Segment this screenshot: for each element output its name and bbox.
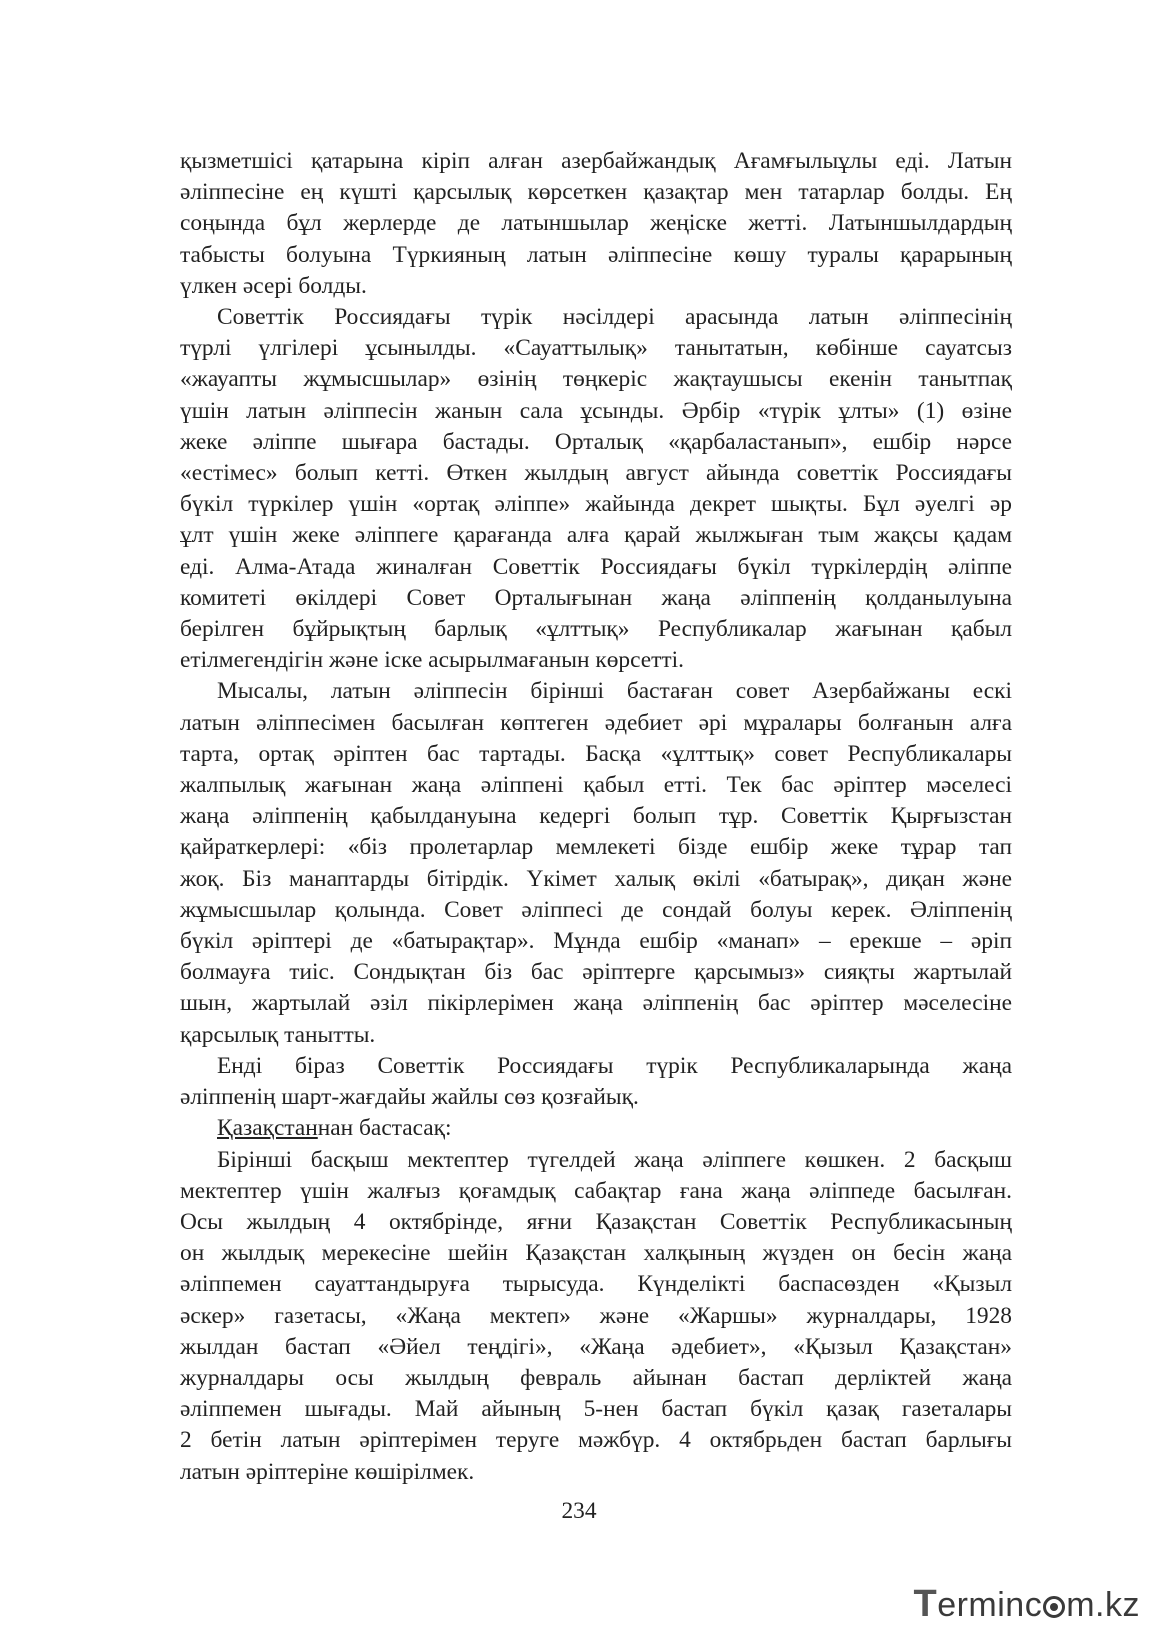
- text-line: үшін латын әліппесін жанын сала ұсынды. Әрбір «түрік ұлты» (1) өзіне: [180, 397, 1012, 424]
- watermark-t: T: [913, 1583, 938, 1625]
- text-line: Енді біраз Советтік Россиядағы түрік Республикаларында жаңа: [217, 1052, 1012, 1079]
- text-line: Осы жылдың 4 октябрінде, яғни Қазақстан Советтік Республикасының: [180, 1208, 1012, 1235]
- text-line: жұмысшылар қолында. Совет әліппесі де сондай болуы керек. Әліппенің: [180, 896, 1012, 923]
- text-line: комитеті өкілдері Совет Орталығынан жаңа әліппенің қолданылуына: [180, 584, 1012, 611]
- text-line: жоқ. Біз манаптарды бітірдік. Үкімет халық өкілі «батырақ», диқан және: [180, 865, 1012, 892]
- text-line: әскер» газетасы, «Жаңа мектеп» және «Жаршы» журналдары, 1928: [180, 1302, 1012, 1329]
- text-line: үлкен әсері болды.: [180, 272, 367, 299]
- text-line: он жылдық мерекесіне шейін Қазақстан халқының жүзден он бесін жаңа: [180, 1240, 1012, 1267]
- text-line: латын әліппесімен басылған көптеген әдебиет әрі мұралары болғанын алға: [180, 709, 1012, 736]
- text-line: Мысалы, латын әліппесін бірінші бастаған совет Азербайжаны ескі: [217, 678, 1012, 705]
- text-line: бүкіл түркілер үшін «ортақ әліппе» жайында декрет шықты. Бұл әуелгі әр: [180, 491, 1012, 518]
- page-number: 234: [561, 1498, 597, 1524]
- text-line: әліппемен шығады. Май айының 5-нен бастап бүкіл қазақ газеталары: [180, 1396, 1012, 1423]
- text-line: қарсылық танытты.: [180, 1021, 376, 1048]
- text-line: соңында бұл жерлерде де латыншылар жеңіске жетті. Латыншылдардың: [180, 210, 1012, 237]
- text-line: мектептер үшін жалғыз қоғамдық сабақтар ғана жаңа әліппеде басылған.: [180, 1177, 1012, 1204]
- text-line: еді. Алма-Атада жиналған Советтік Россиядағы бүкіл түркілердің әліппе: [180, 553, 1012, 580]
- text-line: шын, жартылай әзіл пікірлерімен жаңа әліппенің бас әріптер мәселесіне: [180, 990, 1012, 1017]
- text-line: жаңа әліппенің қабылдануына кедергі болып тұр. Советтік Қырғызстан: [180, 803, 1012, 830]
- paragraph-1: [180, 146, 1012, 302]
- watermark-o-icon: [1043, 1596, 1065, 1618]
- paragraph-6: [180, 1145, 1012, 1488]
- text-line: Бірінші басқыш мектептер түгелдей жаңа әліппеге көшкен. 2 басқыш: [217, 1146, 1012, 1173]
- text-line: әліппемен сауаттандыруға тырысуда. Күнделікті баспасөзден «Қызыл: [180, 1271, 1012, 1298]
- text-line: тарта, ортақ әріптен бас тартады. Басқа «ұлттық» совет Республикалары: [180, 740, 1012, 767]
- text-line: «жауапты жұмысшылар» өзінің төңкеріс жақтаушысы екенін танытпақ: [180, 366, 1012, 393]
- text-line: журналдары осы жылдың февраль айынан бастап дерліктей жаңа: [180, 1364, 1012, 1391]
- text-line: әліппесіне ең күшті қарсылық көрсеткен қазақтар мен татарлар болды. Ең: [180, 179, 1012, 206]
- text-line: 2 бетін латын әріптерімен теруге мәжбүр. 4 октябрьден бастап барлығы: [180, 1427, 1012, 1454]
- text-line: табысты болуына Түркияның латын әліппесіне көшу туралы қарарының: [180, 241, 1012, 268]
- paragraph-3: [180, 676, 1012, 1050]
- text-line: қайраткерлері: «біз пролетарлар мемлекеті бізде ешбір жеке тұрар тап: [180, 834, 1012, 861]
- text-line: болмауға тиіс. Сондықтан біз бас әріптерге қарсымыз» сияқты жартылай: [180, 959, 1012, 986]
- paragraph-4: [180, 1051, 1012, 1113]
- text-line: [180, 1113, 1012, 1144]
- text-line: түрлі үлгілері ұсынылды. «Сауаттылық» танытатын, көбінше сауатсыз: [180, 335, 1012, 362]
- text-line: жеке әліппе шығара бастады. Орталық «қарбаластанып», ешбір нәрсе: [180, 428, 1012, 455]
- paragraph-2: [180, 302, 1012, 676]
- text-line-rest: нан бастасақ:: [317, 1115, 452, 1142]
- text-line: латын әріптеріне көшірілмек.: [180, 1458, 475, 1485]
- watermark-logo: Terminc m.kz: [913, 1583, 1140, 1625]
- text-line: «естімес» болып кетті. Өткен жылдың август айында советтік Россиядағы: [180, 460, 1012, 487]
- underlined-word: Қазақстан: [217, 1115, 318, 1142]
- text-line: бүкіл әріптері де «батырақтар». Мұнда ешбір «манап» – ерекше – әріп: [180, 928, 1012, 955]
- text-line: берілген бұйрықтың барлық «ұлттық» Республикалар жағынан қабыл: [180, 616, 1012, 643]
- text-line: ұлт үшін жеке әліппеге қарағанда алға қарай жылжыған тым жақсы қадам: [180, 522, 1012, 549]
- text-line: Советтік Россиядағы түрік нәсілдері арасында латын әліппесінің: [217, 304, 1012, 331]
- page-text: [180, 146, 1012, 1488]
- paragraph-5: [180, 1113, 1012, 1144]
- text-line: әліппенің шарт-жағдайы жайлы сөз қозғайық.: [180, 1084, 639, 1111]
- text-line: жалпылық жағынан жаңа әліппені қабыл етті. Тек бас әріптер мәселесі: [180, 772, 1012, 799]
- text-line: жылдан бастап «Әйел теңдігі», «Жаңа әдебиет», «Қызыл Қазақстан»: [180, 1333, 1012, 1360]
- text-line: етілмегендігін және іске асырылмағанын көрсетті.: [180, 647, 684, 674]
- text-line: қызметшісі қатарына кіріп алған азербайжандық Ағамғылыұлы еді. Латын: [180, 148, 1012, 174]
